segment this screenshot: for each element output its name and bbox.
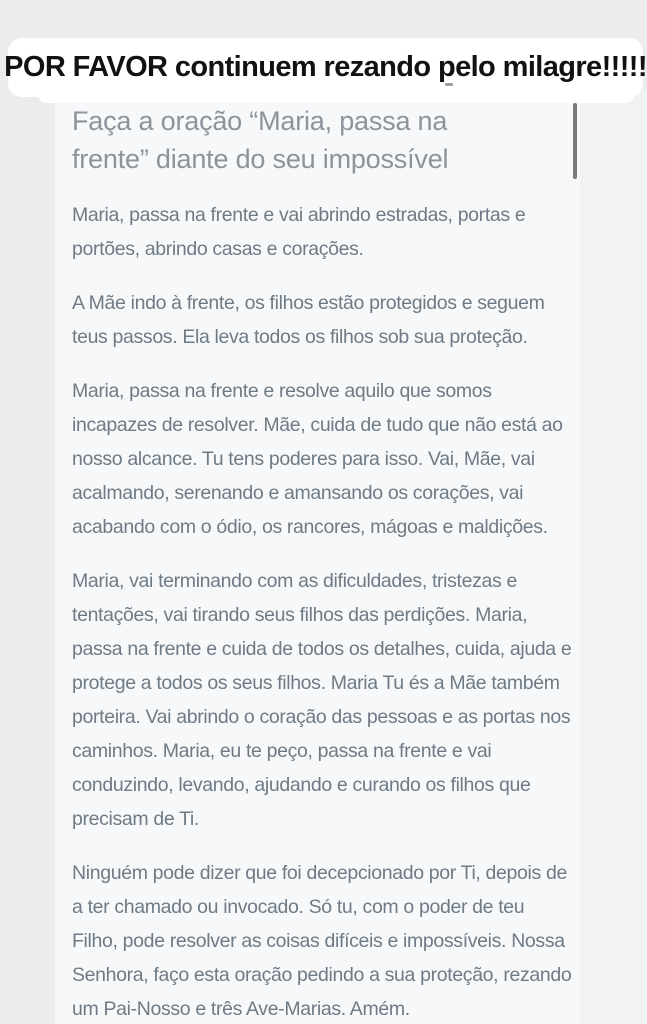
- prayer-paragraph: A Mãe indo à frente, os filhos estão protegidos e seguem teus passos. Ela leva todos os filhos sob sua proteção.: [72, 292, 545, 348]
- prayer-content: [72, 102, 574, 1024]
- prayer-paragraph: Maria, passa na frente e vai abrindo estradas, portas e portões, abrindo casas e corações.: [72, 204, 526, 260]
- story-headline-text: POR FAVOR continuem rezando pelo milagre!!!!!: [4, 51, 647, 83]
- page-title: Faça a oração “Maria, passa na frente” diante do seu impossível: [72, 106, 449, 174]
- scrollbar-thumb[interactable]: [573, 103, 577, 179]
- prayer-paragraph: Ninguém pode dizer que foi decepcionado por Ti, depois de a ter chamado ou invocado. Só tu, com o poder de teu Filho, pode resolver as coisas difíceis e impossíveis. Nossa Senhora, faço esta oração pedindo a sua proteção, rezando um Pai-Nosso e três Ave-Marias. Amém.: [72, 862, 572, 1020]
- prayer-paragraph: Maria, vai terminando com as dificuldades, tristezas e tentações, vai tirando seus filhos das perdições. Maria, passa na frente e cuida de todos os detalhes, cuida, ajuda e protege a todos os seus filhos. Maria Tu és a Mãe também porteira. Vai abrindo o coração das pessoas e as portas nos caminhos. Maria, eu te peço, passa na frente e vai conduzindo, levando, ajudando e curando os filhos que precisam de Ti.: [72, 570, 572, 830]
- dash-icon: [445, 83, 453, 86]
- prayer-paragraph: Maria, passa na frente e resolve aquilo que somos incapazes de resolver. Mãe, cuida de tudo que não está ao nosso alcance. Tu tens poderes para isso. Vai, Mãe, vai acalmando, serenando e amansando os corações, vai acabando com o ódio, os rancores, mágoas e maldições.: [72, 380, 563, 538]
- story-headline-bubble: [4, 38, 647, 97]
- page-right-margin: [580, 90, 647, 1024]
